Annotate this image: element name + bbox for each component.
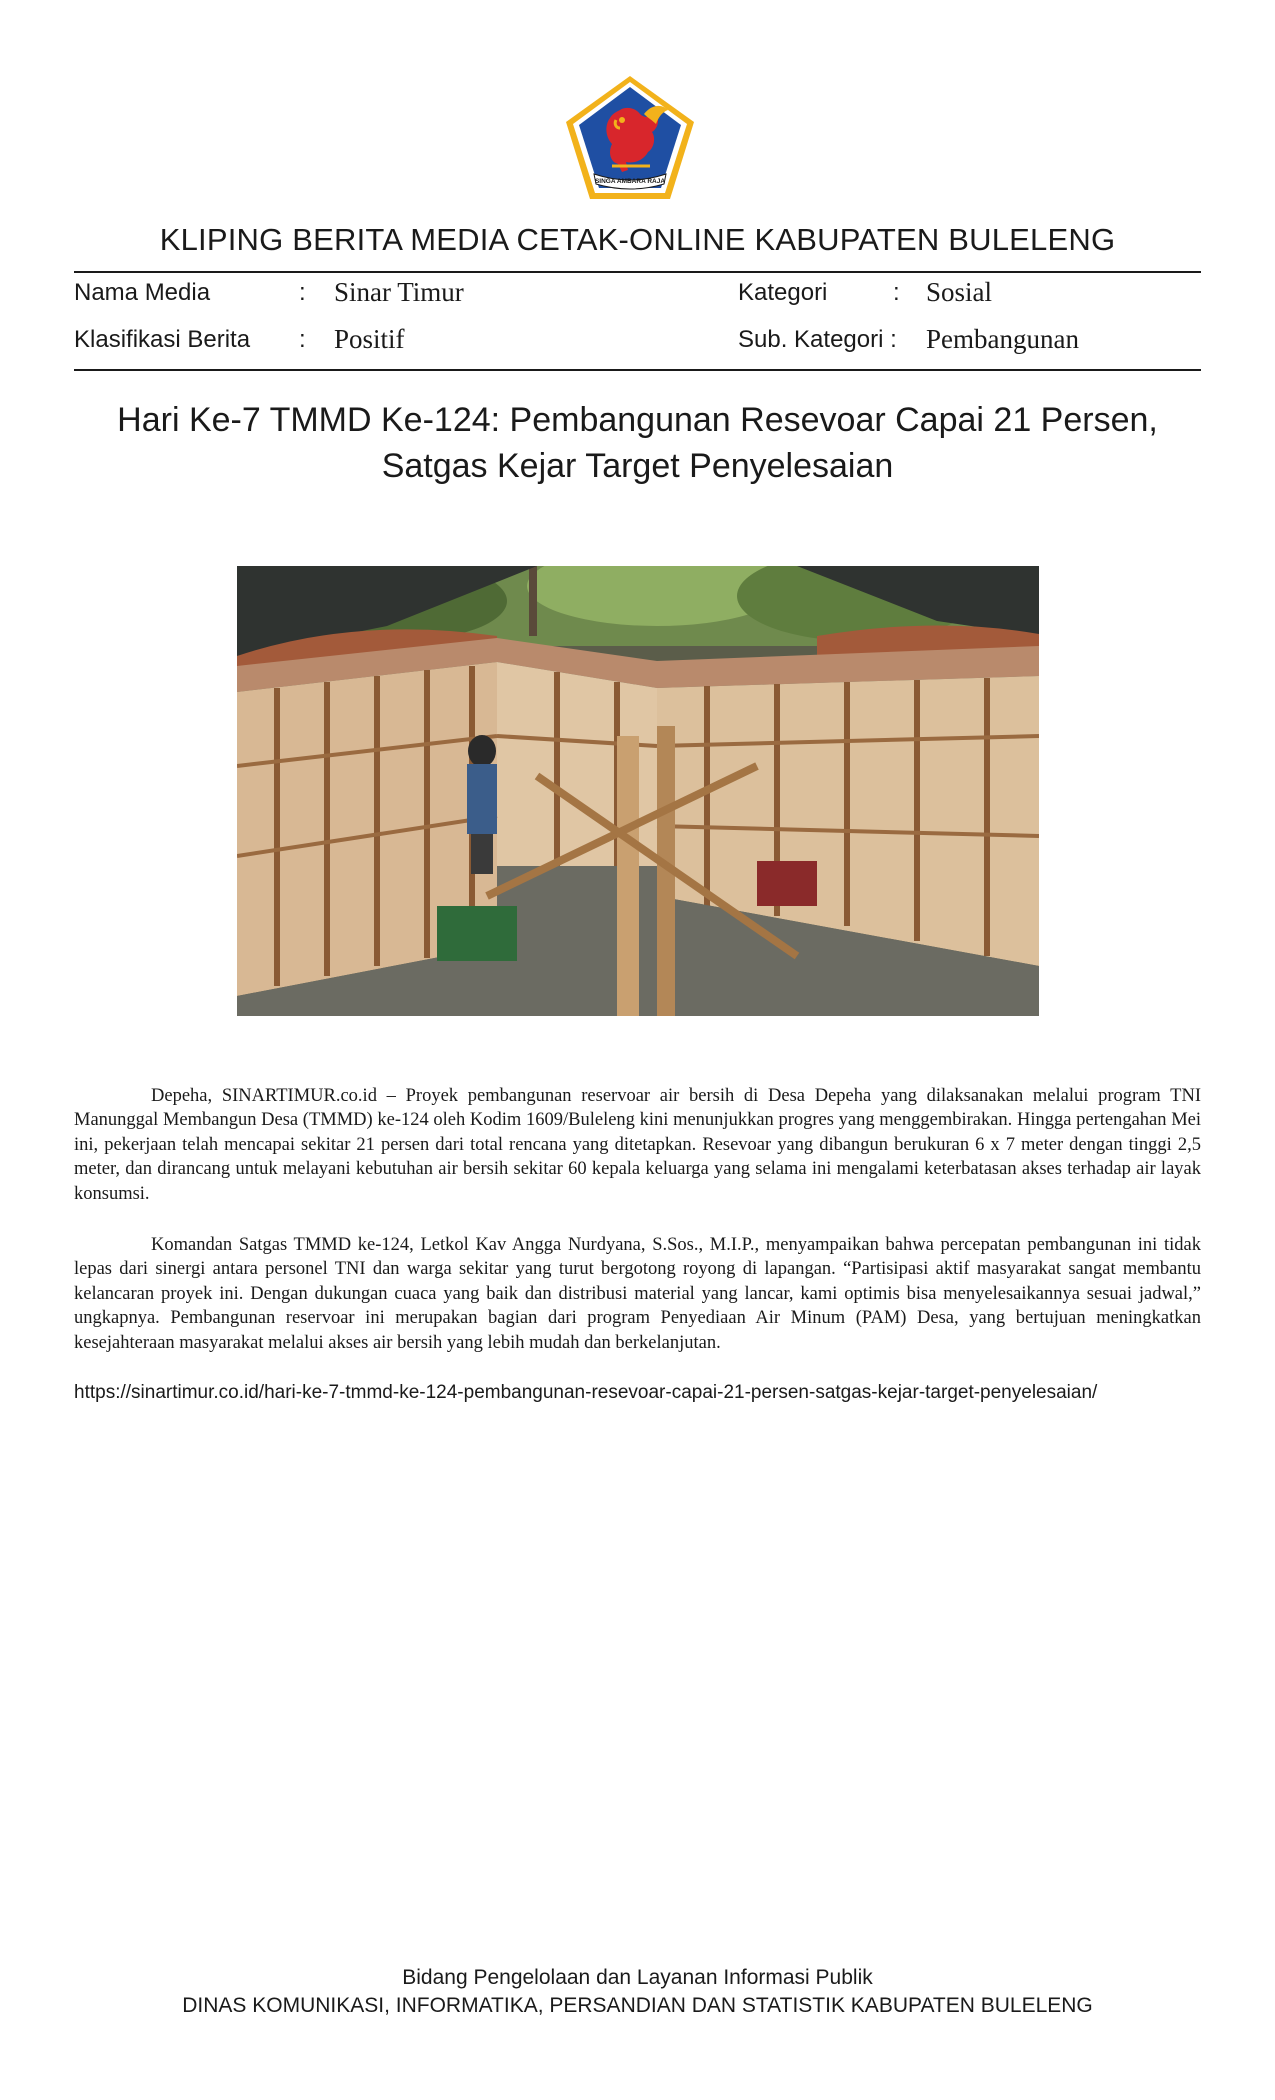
article-photo bbox=[237, 566, 1039, 1016]
subcategory-value: Pembangunan bbox=[926, 324, 1079, 354]
header-divider-top bbox=[74, 271, 1201, 273]
footer-department: Bidang Pengelolaan dan Layanan Informasi Publik bbox=[402, 1966, 873, 1989]
clipping-header-title: KLIPING BERITA MEDIA CETAK-ONLINE KABUPATEN BULELENG bbox=[159, 222, 1116, 257]
subcategory-label: Sub. Kategori : bbox=[738, 326, 897, 353]
logo-caption: SINGA AMBARA RAJA bbox=[594, 178, 666, 185]
classification-value: Positif bbox=[334, 324, 405, 354]
article-paragraph-1-text: Depeha, SINARTIMUR.co.id – Proyek pembangunan reservoar air bersih di Desa Depeha yang dilaksanakan melalui program TNI Manunggal Membangun Desa (TMMD) ke-124 oleh Kodim 1609/Buleleng kini menunjukkan progres yang menggembirakan. Hingga pertengahan Mei ini, pekerjaan telah mencapai sekitar 21 persen dari total rencana yang ditetapkan. Resevoar yang dibangun berukuran 6 x 7 meter dengan tinggi 2,5 meter, dan dirancang untuk melayani kebutuhan air bersih sekitar 60 kepala keluarga yang selama ini mengalami keterbatasan akses terhadap air layak konsumsi. bbox=[74, 1086, 1201, 1204]
footer-agency: DINAS KOMUNIKASI, INFORMATIKA, PERSANDIAN DAN STATISTIK KABUPATEN BULELENG bbox=[182, 1994, 1093, 2017]
category-colon: : bbox=[893, 279, 900, 306]
classification-label: Klasifikasi Berita bbox=[74, 326, 251, 353]
article-paragraph-1 bbox=[74, 1084, 1201, 1206]
classification-colon: : bbox=[299, 326, 306, 353]
media-name-colon: : bbox=[299, 279, 306, 306]
media-name-value: Sinar Timur bbox=[334, 277, 464, 307]
buleleng-crest-logo bbox=[564, 74, 696, 201]
article-paragraph-2 bbox=[74, 1233, 1201, 1355]
article-title bbox=[0, 397, 1275, 489]
category-label: Kategori bbox=[738, 279, 828, 306]
article-title-line-1: Hari Ke-7 TMMD Ke-124: Pembangunan Resevoar Capai 21 Persen, bbox=[117, 401, 1158, 439]
media-name-label: Nama Media bbox=[74, 279, 211, 306]
header-divider-bottom bbox=[74, 369, 1201, 371]
article-title-line-2: Satgas Kejar Target Penyelesaian bbox=[381, 447, 894, 485]
category-value: Sosial bbox=[926, 277, 993, 307]
source-url-link[interactable]: https://sinartimur.co.id/hari-ke-7-tmmd-ke-124-pembangunan-resevoar-capai-21-persen-satgas-kejar-target-penyelesaian/ bbox=[74, 1382, 1098, 1403]
article-paragraph-2-text: Komandan Satgas TMMD ke-124, Letkol Kav Angga Nurdyana, S.Sos., M.I.P., menyampaikan bahwa percepatan pembangunan ini tidak lepas dari sinergi antara personel TNI dan warga sekitar yang turut bergotong royong di lapangan. “Partisipasi aktif masyarakat sangat membantu kelancaran proyek ini. Dengan dukungan cuaca yang baik dan distribusi material yang lancar, kami optimis bisa menyelesaikannya sesuai jadwal,” ungkapnya. Pembangunan reservoar ini merupakan bagian dari program Penyediaan Air Minum (PAM) Desa, yang bertujuan meningkatkan kesejahteraan masyarakat melalui akses air bersih yang lebih mudah dan berkelanjutan. bbox=[74, 1235, 1201, 1353]
